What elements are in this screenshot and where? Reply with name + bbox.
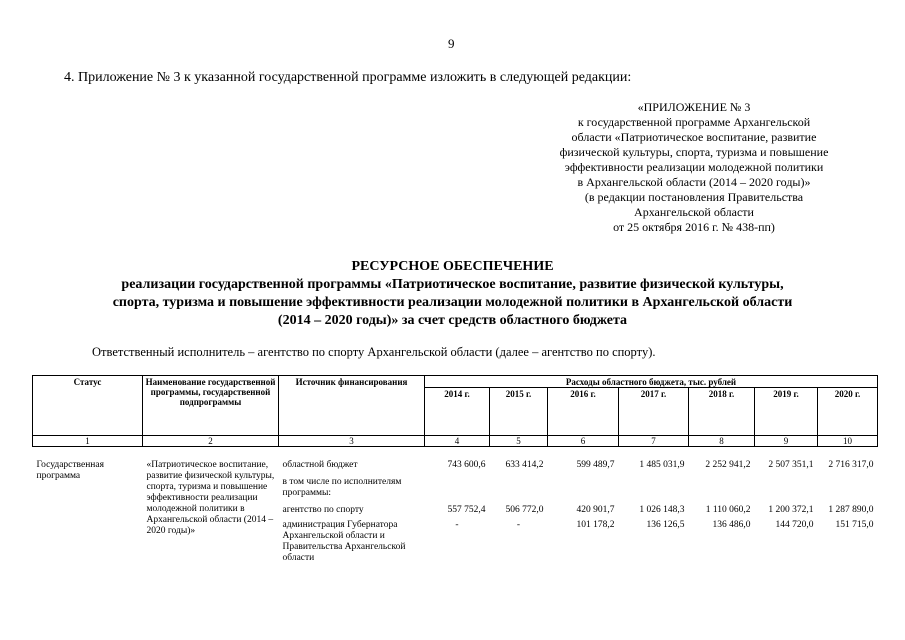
header-name: Наименование государственной программы, государственной подпрограммы: [143, 376, 279, 436]
header-year: 2019 г.: [755, 388, 818, 436]
appendix-line: от 25 октября 2016 г. № 438-пп): [613, 220, 775, 234]
status-cell: Государственная программа: [36, 460, 104, 481]
column-number: 5: [490, 436, 548, 447]
value-cell: [818, 471, 878, 499]
column-number: 3: [279, 436, 425, 447]
appendix-line: в Архангельской области (2014 – 2020 годы)»: [577, 175, 811, 189]
title-line: (2014 – 2020 годы)» за счет средств областного бюджета: [277, 313, 628, 328]
header-year: 2018 г.: [689, 388, 755, 436]
value-cell: 101 178,2: [576, 520, 615, 530]
value-cell: [425, 471, 490, 499]
header-year: 2015 г.: [490, 388, 548, 436]
appendix-line: «ПРИЛОЖЕНИЕ № 3: [637, 100, 751, 114]
appendix-line: к государственной программе Архангельской: [577, 115, 811, 129]
value-cell: 599 489,7: [576, 460, 615, 470]
header-status: Статус: [33, 376, 143, 436]
column-number: 2: [143, 436, 279, 447]
value-cell: 1 026 148,3: [639, 505, 685, 515]
table-row: [33, 447, 878, 472]
value-cell: 2 507 351,1: [768, 460, 814, 470]
value-cell: -: [455, 520, 459, 530]
resource-table: [32, 375, 878, 564]
appendix-line: области «Патриотическое воспитание, развитие: [571, 130, 817, 144]
header-year: 2014 г.: [425, 388, 490, 436]
value-cell: 136 126,5: [646, 520, 685, 530]
title-line: спорта, туризма и повышение эффективности реализации молодежной политики в Архангельской области: [112, 295, 793, 310]
value-cell: 151 715,0: [835, 520, 874, 530]
appendix-line: (в редакции постановления Правительства: [584, 190, 804, 204]
value-cell: 633 414,2: [505, 460, 544, 470]
document-title: [60, 258, 845, 330]
value-cell: 1 200 372,1: [768, 505, 814, 515]
value-cell: [689, 471, 755, 499]
appendix-header: [530, 100, 858, 235]
value-cell: -: [516, 520, 521, 530]
value-cell: [619, 471, 689, 499]
responsible-executor: Ответственный исполнитель – агентство по спорту Архангельской области (далее – агентство по спорту).: [92, 345, 656, 359]
value-cell: 2 716 317,0: [828, 460, 874, 470]
value-cell: 144 720,0: [775, 520, 814, 530]
column-number: 4: [425, 436, 490, 447]
column-number: 9: [755, 436, 818, 447]
header-year: 2020 г.: [818, 388, 878, 436]
title-line: РЕСУРСНОЕ ОБЕСПЕЧЕНИЕ: [351, 259, 554, 274]
value-cell: 1 110 060,2: [705, 505, 751, 515]
value-cell: [490, 471, 548, 499]
header-expenses: Расходы областного бюджета, тыс. рублей: [425, 376, 878, 388]
header-year: 2016 г.: [548, 388, 619, 436]
page-number: 9: [448, 36, 455, 51]
value-cell: 506 772,0: [505, 505, 544, 515]
value-cell: 420 901,7: [576, 505, 615, 515]
column-number: 6: [548, 436, 619, 447]
value-cell: 557 752,4: [447, 505, 486, 515]
value-cell: 136 486,0: [712, 520, 751, 530]
header-year: 2017 г.: [619, 388, 689, 436]
value-cell: 743 600,6: [447, 460, 486, 470]
source-cell: администрация Губернатора Архангельской области и Правительства Архангельской области: [282, 520, 406, 563]
source-cell: в том числе по исполнителям программы:: [282, 477, 402, 498]
column-number: 1: [33, 436, 143, 447]
program-name-cell: «Патриотическое воспитание, развитие физической культуры, спорта, туризма и повышение эффективности реализации молодежной политики в Архангельской области (2014 – 2020 годы)»: [146, 460, 275, 536]
column-number: 8: [689, 436, 755, 447]
appendix-line: Архангельской области: [634, 205, 754, 219]
source-cell: областной бюджет: [282, 460, 358, 470]
header-source: Источник финансирования: [279, 376, 425, 436]
column-number: 7: [619, 436, 689, 447]
source-cell: агентство по спорту: [282, 505, 364, 515]
value-cell: 2 252 941,2: [705, 460, 751, 470]
amendment-item-4: 4. Приложение № 3 к указанной государственной программе изложить в следующей редакции:: [64, 70, 632, 85]
title-line: реализации государственной программы «Патриотическое воспитание, развитие физической культуры,: [121, 277, 784, 292]
value-cell: 1 485 031,9: [639, 460, 685, 470]
column-number: 10: [818, 436, 878, 447]
value-cell: [548, 471, 619, 499]
value-cell: [755, 471, 818, 499]
appendix-line: физической культуры, спорта, туризма и повышение: [559, 145, 829, 159]
appendix-line: эффективности реализации молодежной политики: [564, 160, 824, 174]
value-cell: 1 287 890,0: [828, 505, 874, 515]
